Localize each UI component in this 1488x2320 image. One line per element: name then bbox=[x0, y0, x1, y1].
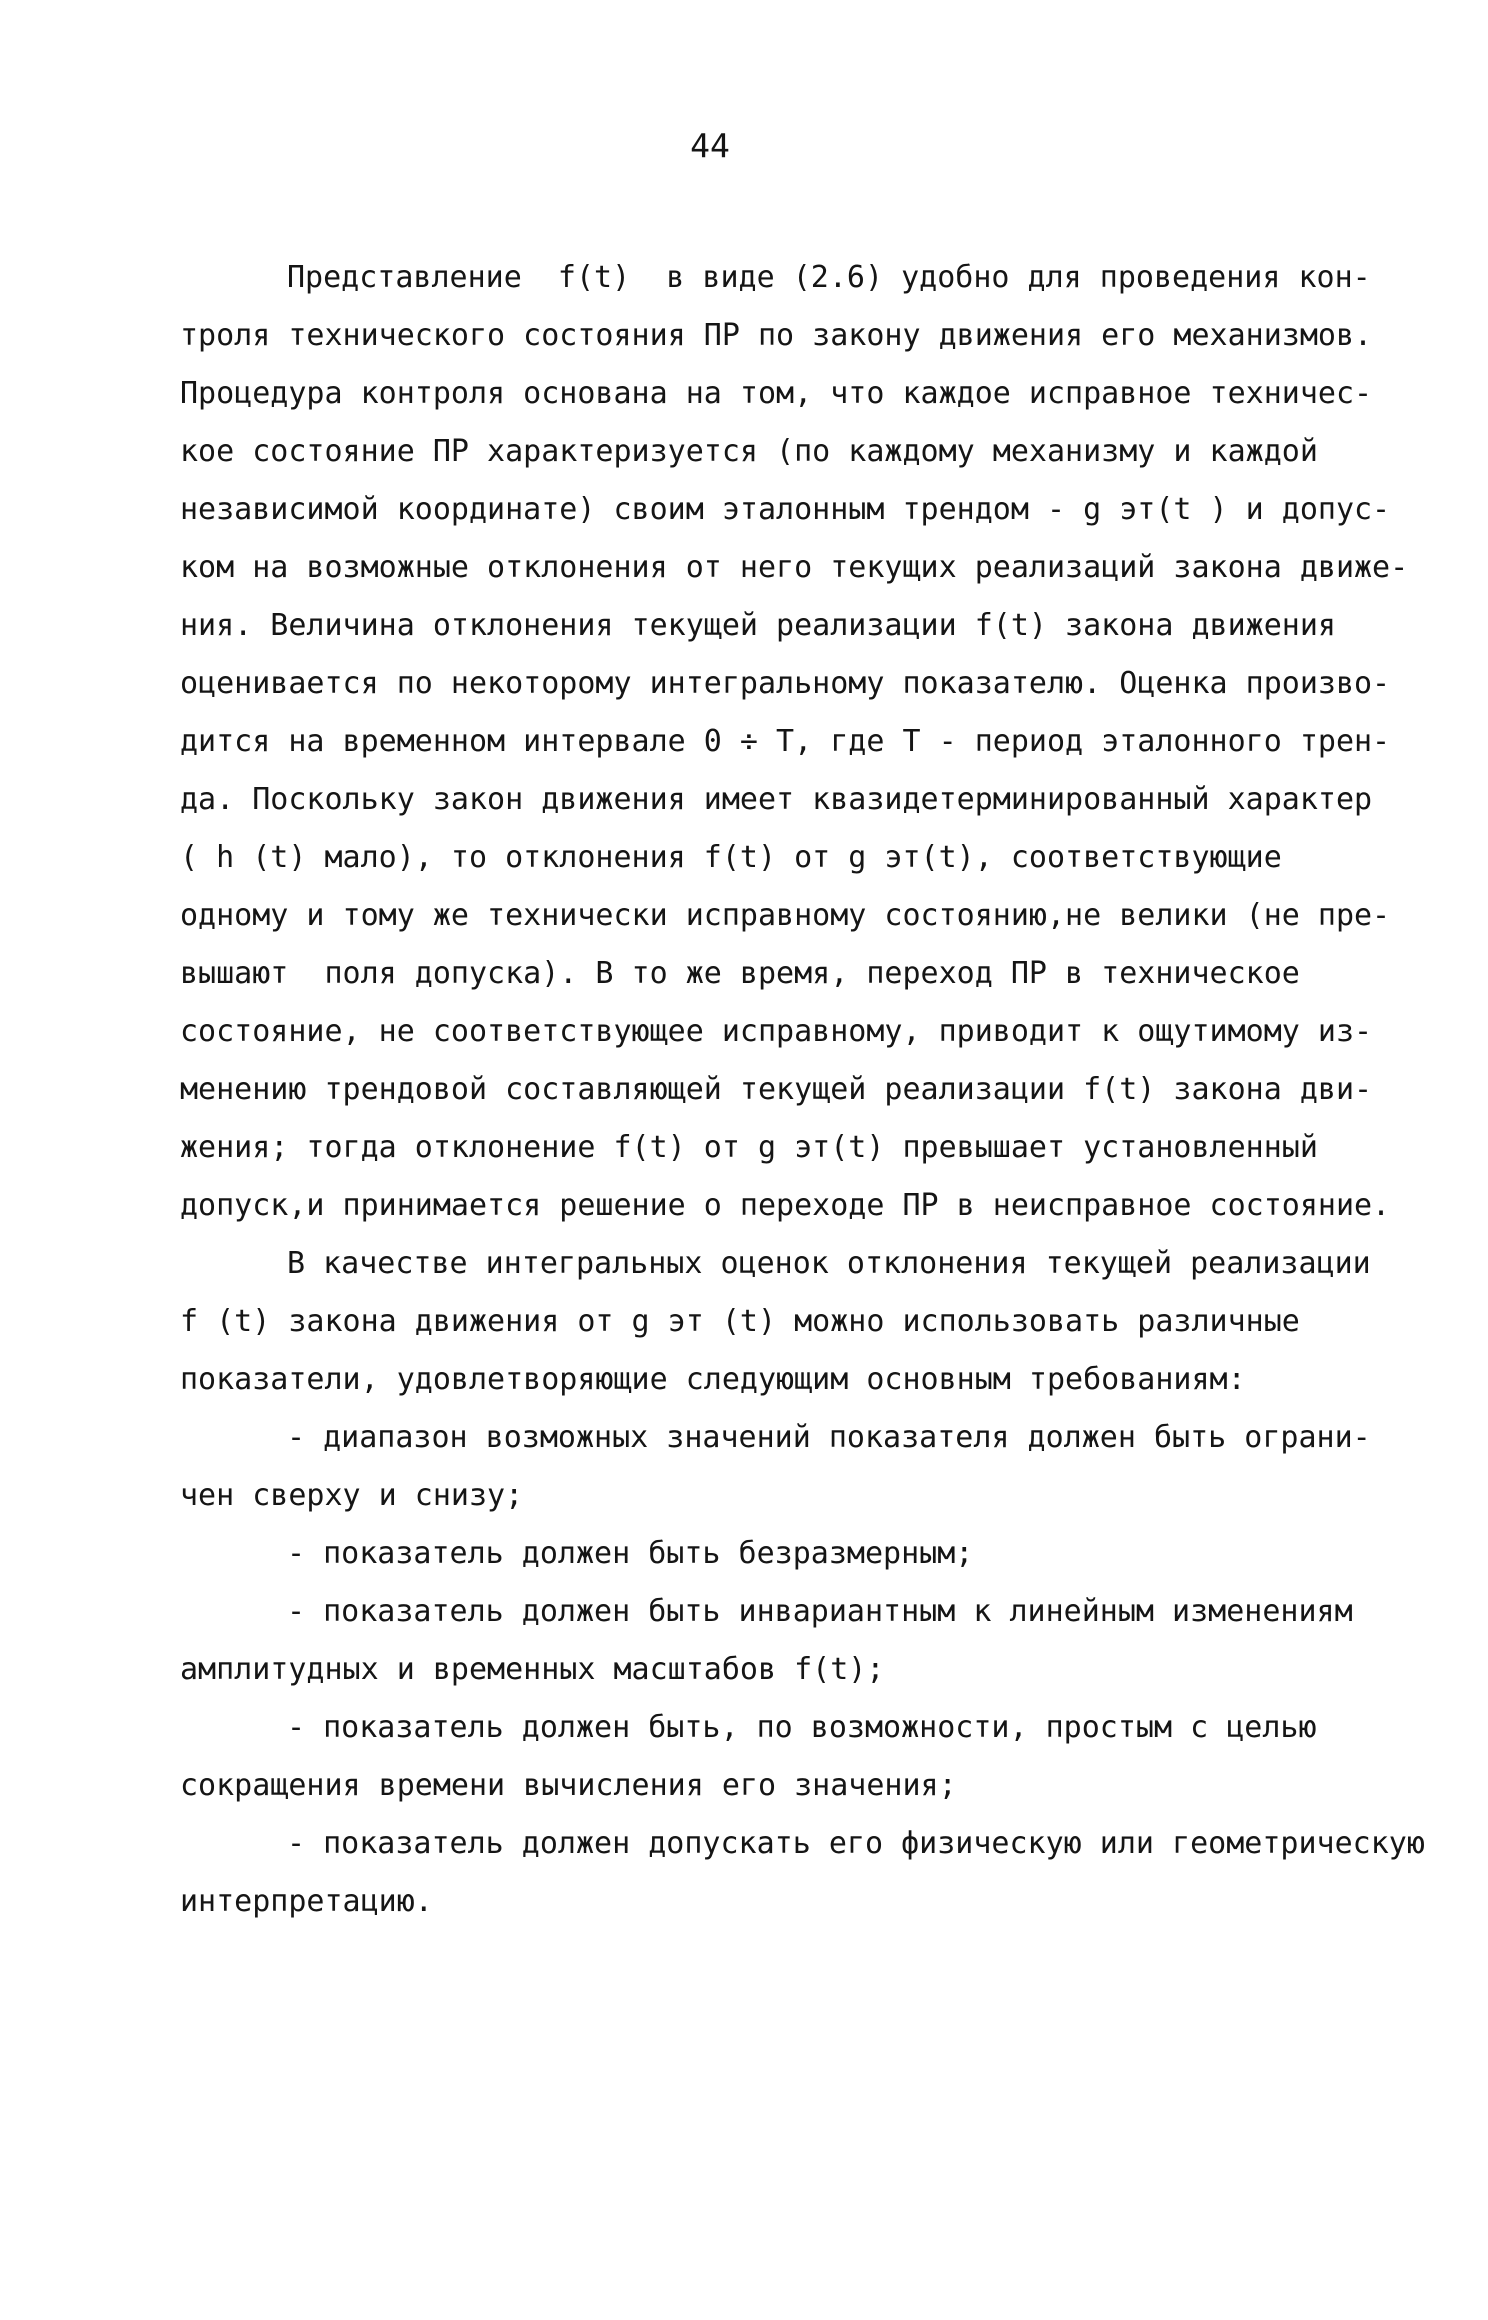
text-line: интерпретацию. bbox=[180, 1884, 433, 1919]
text-line: амплитудных и временных масштабов f(t); bbox=[180, 1652, 885, 1687]
text-line: f (t) закона движения от g эт (t) можно использовать различные bbox=[180, 1304, 1300, 1339]
text-line: ния. Величина отклонения текущей реализации f(t) закона движения bbox=[180, 608, 1336, 643]
text-line: показатели, удовлетворяющие следующим основным требованиям: bbox=[180, 1362, 1246, 1397]
text-line: сокращения времени вычисления его значения; bbox=[180, 1768, 957, 1803]
list-item: - показатель должен быть, по возможности, простым с целью bbox=[287, 1710, 1317, 1745]
text-line: чен сверху и снизу; bbox=[180, 1478, 524, 1513]
text-line: да. Поскольку закон движения имеет квазидетерминированный характер bbox=[180, 782, 1373, 817]
page-number: 44 bbox=[690, 126, 730, 165]
text-line: жения; тогда отклонение f(t) от g эт(t) превышает установленный bbox=[180, 1130, 1318, 1165]
text-line: троля технического состояния ПР по закону движения его механизмов. bbox=[180, 318, 1373, 353]
text-line: В качестве интегральных оценок отклонения текущей реализации bbox=[287, 1246, 1371, 1281]
text-line: оценивается по некоторому интегральному показателю. Оценка произво- bbox=[180, 666, 1391, 701]
text-line: одному и тому же технически исправному состоянию,не велики (не пре- bbox=[180, 898, 1391, 933]
list-item: - показатель должен быть безразмерным; bbox=[287, 1536, 974, 1571]
list-item: - показатель должен допускать его физическую или геометрическую bbox=[287, 1826, 1425, 1861]
text-line: Представление f(t) в виде (2.6) удобно для проведения кон- bbox=[287, 260, 1371, 295]
text-line: состояние, не соответствующее исправному, приводит к ощутимому из- bbox=[180, 1014, 1373, 1049]
text-line: ком на возможные отклонения от него текущих реализаций закона движе- bbox=[180, 550, 1409, 585]
text-line: независимой координате) своим эталонным трендом - g эт(t ) и допус- bbox=[180, 492, 1391, 527]
list-item: - диапазон возможных значений показателя должен быть ограни- bbox=[287, 1420, 1371, 1455]
text-line: Процедура контроля основана на том, что каждое исправное техничес- bbox=[180, 376, 1373, 411]
text-line: кое состояние ПР характеризуется (по каждому механизму и каждой bbox=[180, 434, 1318, 469]
text-line: вышают поля допуска). В то же время, переход ПР в техническое bbox=[180, 956, 1300, 991]
list-item: - показатель должен быть инвариантным к линейным изменениям bbox=[287, 1594, 1353, 1629]
text-line: дится на временном интервале 0 ÷ T, где T - период эталонного трен- bbox=[180, 724, 1391, 759]
text-line: менению трендовой составляющей текущей реализации f(t) закона дви- bbox=[180, 1072, 1373, 1107]
text-line: ( h (t) мало), то отклонения f(t) от g эт(t), соответствующие bbox=[180, 840, 1282, 875]
text-line: допуск,и принимается решение о переходе ПР в неисправное состояние. bbox=[180, 1188, 1391, 1223]
